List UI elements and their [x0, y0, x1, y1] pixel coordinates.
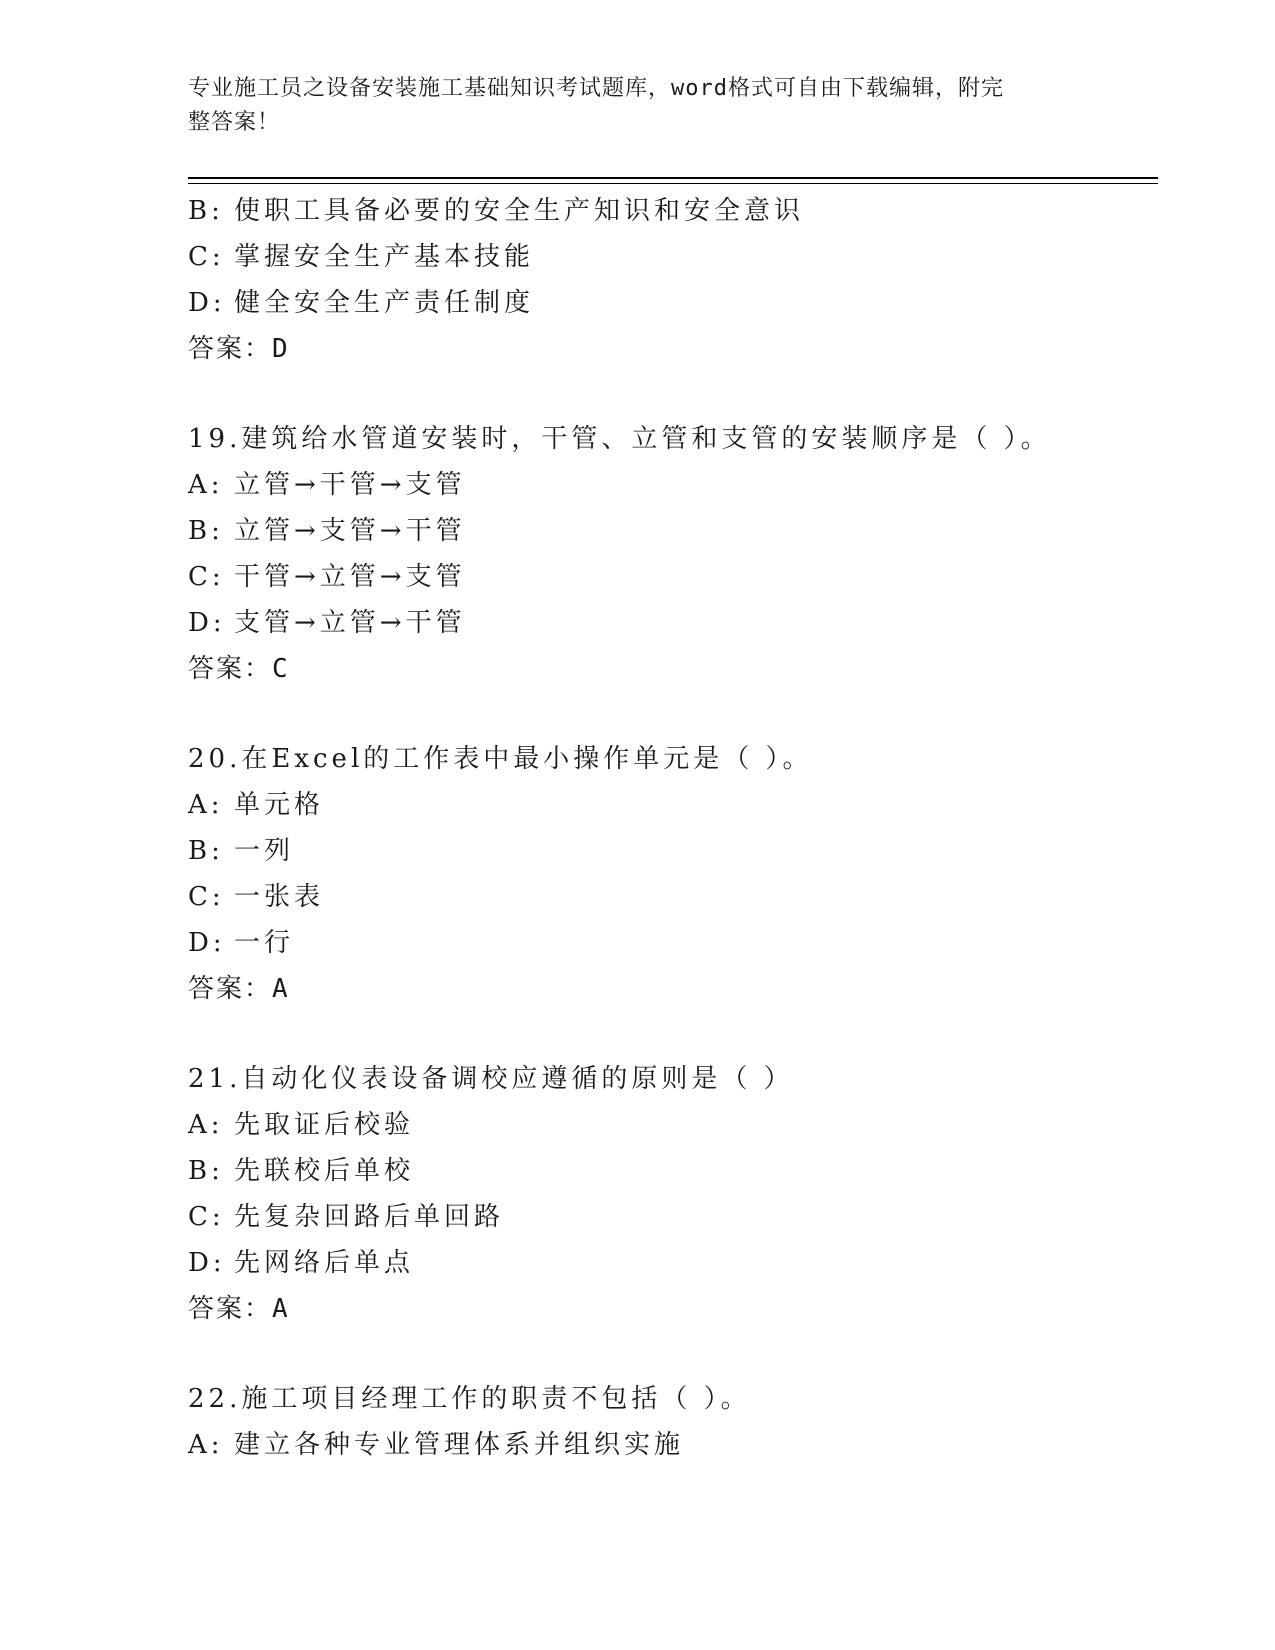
question-stem: 19.建筑给水管道安装时，干管、立管和支管的安装顺序是（ ）。 [188, 424, 1051, 454]
header-rule-thin [188, 183, 1158, 184]
option-d: D: 先网络后单点 [188, 1248, 415, 1278]
question-stem: 20.在Excel的工作表中最小操作单元是（ ）。 [188, 744, 813, 774]
option-c: C: 一张表 [188, 882, 325, 912]
question-block-19 [188, 416, 1168, 692]
answer: 答案：A [188, 1294, 290, 1324]
answer: 答案：C [188, 654, 290, 684]
question-block-22 [188, 1376, 1168, 1468]
option-d: D: 健全安全生产责任制度 [188, 288, 535, 318]
answer: 答案：A [188, 974, 290, 1004]
option-c: C: 掌握安全生产基本技能 [188, 242, 535, 272]
document-header [188, 72, 1068, 140]
option-a: A: 立管→干管→支管 [188, 470, 466, 500]
question-stem: 21.自动化仪表设备调校应遵循的原则是（ ） [188, 1064, 794, 1094]
document-body [188, 188, 1168, 1468]
question-block-21 [188, 1056, 1168, 1332]
question-block-20 [188, 736, 1168, 1012]
option-b: B: 先联校后单校 [188, 1156, 415, 1186]
question-block-18 [188, 188, 1168, 372]
header-line-2: 整答案！ [188, 110, 281, 135]
answer: 答案：D [188, 334, 290, 364]
header-line-1: 专业施工员之设备安装施工基础知识考试题库，word格式可自由下载编辑，附完 [188, 76, 1004, 101]
option-b: B: 一列 [188, 836, 295, 866]
option-a: A: 建立各种专业管理体系并组织实施 [188, 1430, 685, 1460]
option-a: A: 先取证后校验 [188, 1110, 415, 1140]
option-d: D: 一行 [188, 928, 295, 958]
option-b: B: 立管→支管→干管 [188, 516, 466, 546]
option-d: D: 支管→立管→干管 [188, 608, 466, 638]
option-c: C: 先复杂回路后单回路 [188, 1202, 505, 1232]
option-a: A: 单元格 [188, 790, 325, 820]
option-c: C: 干管→立管→支管 [188, 562, 466, 592]
header-rule-thick [188, 177, 1158, 179]
question-stem: 22.施工项目经理工作的职责不包括（ ）。 [188, 1384, 751, 1414]
option-b: B: 使职工具备必要的安全生产知识和安全意识 [188, 196, 805, 226]
